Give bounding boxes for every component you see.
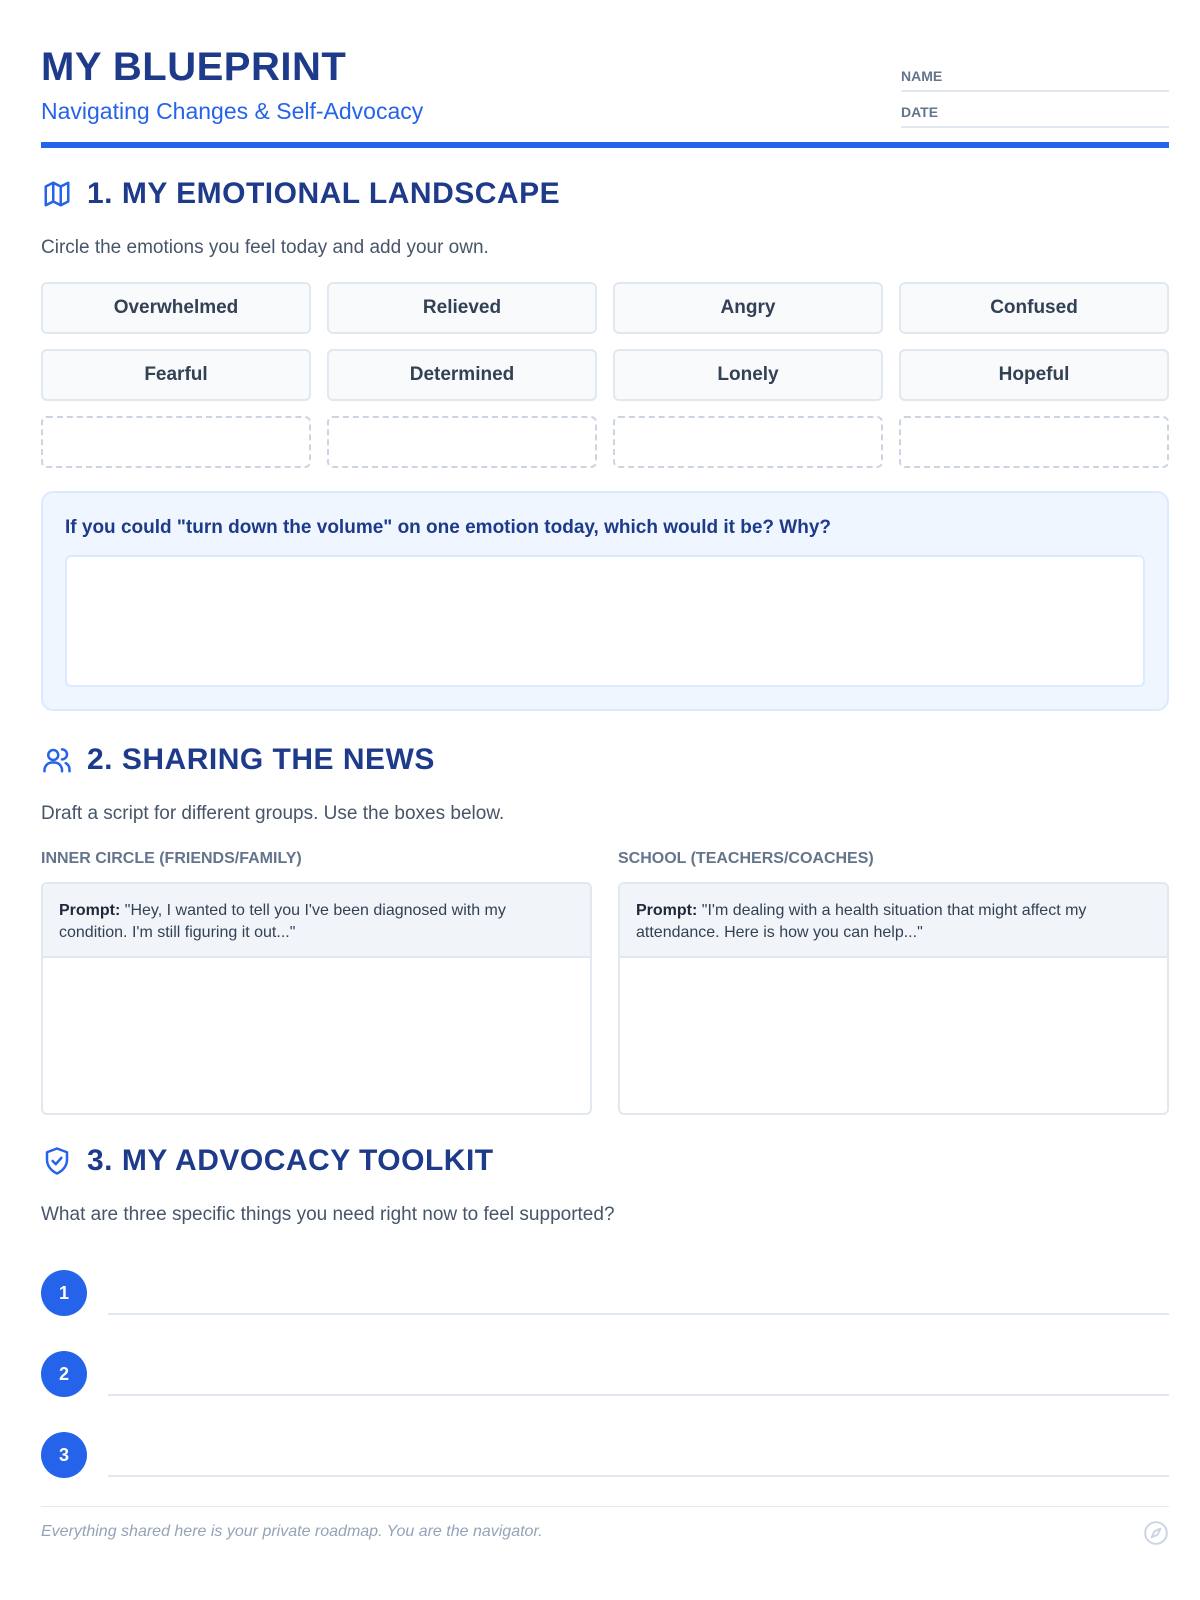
header xyxy=(41,0,1169,148)
emotion-chip[interactable]: Hopeful xyxy=(899,349,1169,401)
section-description: Circle the emotions you feel today and add your own. xyxy=(41,237,489,258)
script-box[interactable] xyxy=(41,882,592,1115)
emotion-chip[interactable]: Overwhelmed xyxy=(41,282,311,334)
section-emotional-landscape-heading xyxy=(41,174,560,214)
page-subtitle: Navigating Changes & Self-Advocacy xyxy=(41,98,424,124)
item-number-badge: 2 xyxy=(41,1351,87,1397)
item-number-badge: 3 xyxy=(41,1432,87,1478)
date-field[interactable] xyxy=(901,100,1169,128)
section-title: 2. SHARING THE NEWS xyxy=(87,743,435,776)
group-label: INNER CIRCLE (FRIENDS/FAMILY) xyxy=(41,850,302,867)
name-label: NAME xyxy=(901,68,943,84)
answer-line[interactable] xyxy=(108,1475,1169,1477)
prompt-label: Prompt: xyxy=(59,902,121,919)
inner-circle-column xyxy=(41,848,592,1115)
worksheet-page xyxy=(41,0,1169,1540)
custom-emotion-field[interactable] xyxy=(613,416,883,468)
name-field[interactable] xyxy=(901,64,1169,92)
section-title: 1. MY EMOTIONAL LANDSCAPE xyxy=(87,177,561,210)
answer-line[interactable] xyxy=(108,1394,1169,1396)
users-icon xyxy=(41,744,73,776)
compass-icon xyxy=(1143,1520,1169,1546)
emotion-chip[interactable]: Relieved xyxy=(327,282,597,334)
section-title: 3. MY ADVOCACY TOOLKIT xyxy=(87,1144,494,1177)
prompt-label: Prompt: xyxy=(636,902,698,919)
map-icon xyxy=(41,178,73,210)
item-number-badge: 1 xyxy=(41,1270,87,1316)
emotion-chip[interactable]: Fearful xyxy=(41,349,311,401)
emotion-grid xyxy=(41,282,1169,468)
emotion-chip[interactable]: Confused xyxy=(899,282,1169,334)
answer-line[interactable] xyxy=(108,1313,1169,1315)
emotion-chip[interactable]: Lonely xyxy=(613,349,883,401)
custom-emotion-field[interactable] xyxy=(899,416,1169,468)
date-label: DATE xyxy=(901,104,939,120)
emotion-chip[interactable]: Determined xyxy=(327,349,597,401)
custom-emotion-field[interactable] xyxy=(41,416,311,468)
toolkit-item xyxy=(41,1270,1169,1318)
section-description: Draft a script for different groups. Use the boxes below. xyxy=(41,803,505,824)
footer-divider xyxy=(41,1506,1169,1507)
prompt-text: "I'm dealing with a health situation that might affect my attendance. Here is how you can help..." xyxy=(636,902,1087,941)
section-description: What are three specific things you need right now to feel supported? xyxy=(41,1204,615,1225)
section-advocacy-toolkit-heading xyxy=(41,1141,494,1181)
volume-answer-box[interactable] xyxy=(65,555,1145,687)
page-title: MY BLUEPRINT xyxy=(41,45,347,89)
emotion-chip[interactable]: Angry xyxy=(613,282,883,334)
toolkit-item xyxy=(41,1432,1169,1480)
script-prompt xyxy=(43,884,590,958)
toolkit-item xyxy=(41,1351,1169,1399)
section-sharing-news-heading xyxy=(41,740,435,780)
script-prompt xyxy=(620,884,1167,958)
volume-question-card xyxy=(41,491,1169,711)
header-divider xyxy=(41,142,1169,148)
shield-check-icon xyxy=(41,1145,73,1177)
footer-note: Everything shared here is your private roadmap. You are the navigator. xyxy=(41,1523,543,1540)
script-box[interactable] xyxy=(618,882,1169,1115)
custom-emotion-field[interactable] xyxy=(327,416,597,468)
prompt-text: "Hey, I wanted to tell you I've been diagnosed with my condition. I'm still figuring it out..." xyxy=(59,902,506,941)
school-column xyxy=(618,848,1169,1115)
volume-question: If you could "turn down the volume" on one emotion today, which would it be? Why? xyxy=(65,517,832,538)
group-label: SCHOOL (TEACHERS/COACHES) xyxy=(618,850,874,867)
